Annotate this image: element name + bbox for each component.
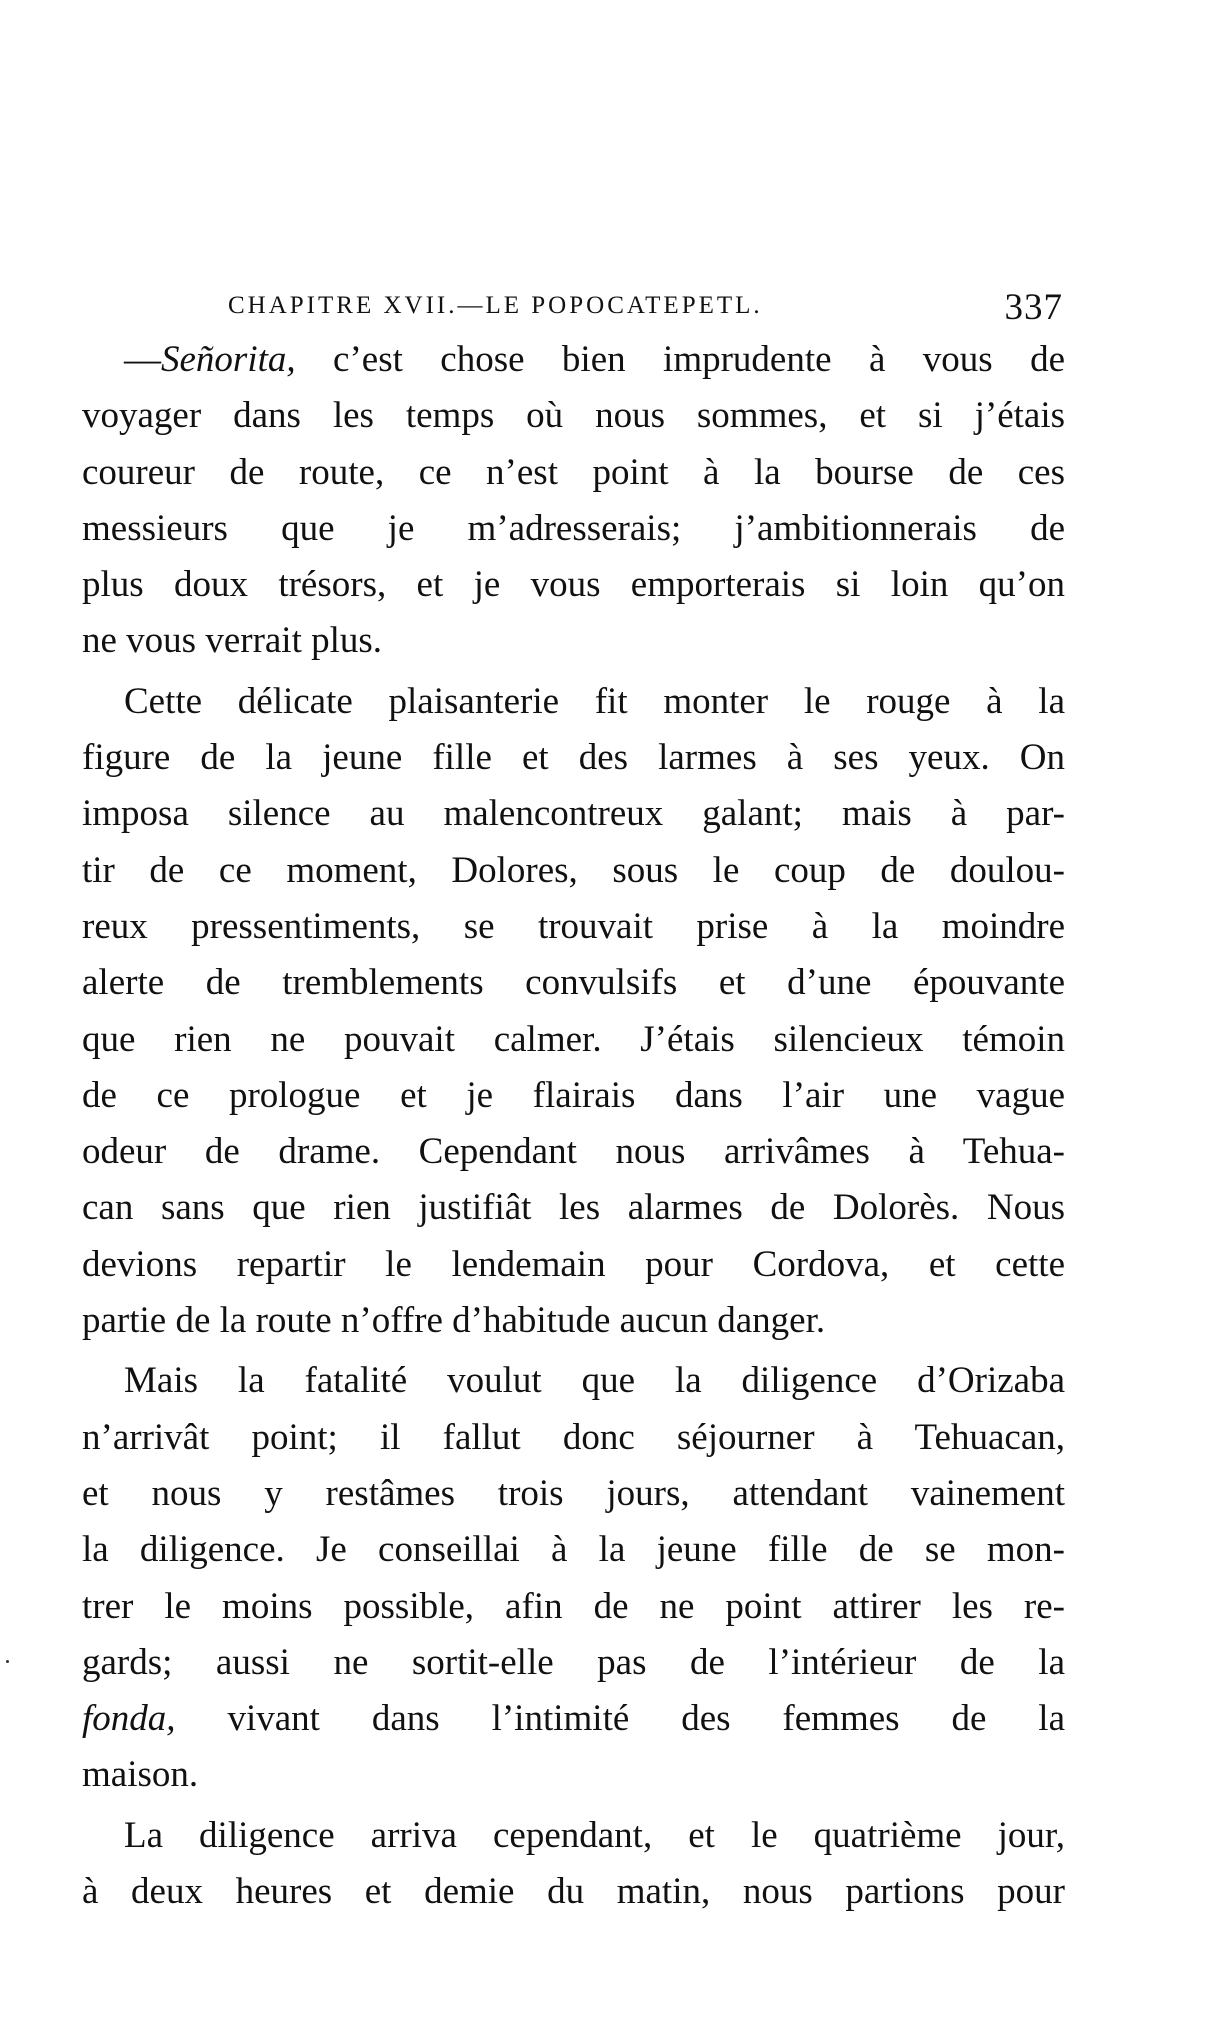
text-line — [82, 1012, 1065, 1068]
text-segment: figure de la jeune fille et des larmes à ses yeux. On — [82, 737, 1065, 779]
text-line — [82, 1808, 1065, 1864]
text-segment: tir de ce moment, Dolores, sous le coup de doulou- — [82, 849, 1065, 891]
text-line — [82, 1522, 1065, 1578]
text-line — [82, 332, 1065, 388]
text-segment: devions repartir le lendemain pour Cordova, et cette — [82, 1243, 1065, 1285]
text-line — [82, 1410, 1065, 1466]
text-line — [82, 1124, 1065, 1180]
text-line — [82, 1466, 1065, 1522]
text-line — [82, 955, 1065, 1011]
stray-ink-dot — [6, 1660, 9, 1663]
text-line — [82, 843, 1065, 899]
text-line — [82, 730, 1065, 786]
text-line — [82, 674, 1065, 730]
text-segment: messieurs que je m’adresserais; j’ambitionnerais de — [82, 507, 1065, 549]
text-segment: odeur de drame. Cependant nous arrivâmes à Tehua- — [82, 1131, 1065, 1173]
text-line — [82, 899, 1065, 955]
page-header — [228, 286, 1063, 336]
text-line — [82, 786, 1065, 842]
text-line — [82, 501, 1065, 557]
body-text — [82, 332, 1065, 1920]
text-segment: que rien ne pouvait calmer. J’étais silencieux témoin — [82, 1018, 1065, 1060]
text-line — [82, 445, 1065, 501]
text-segment: la diligence. Je conseillai à la jeune fille de se mon- — [82, 1529, 1065, 1571]
text-line — [82, 613, 1065, 669]
text-segment: ne vous verrait plus. — [82, 620, 383, 662]
text-line — [82, 557, 1065, 613]
text-segment: de ce prologue et je flairais dans l’air une vague — [82, 1074, 1065, 1116]
italic-phrase: Señorita, — [161, 339, 296, 380]
text-segment: vivant dans l’intimité des femmes de la — [175, 1698, 1065, 1740]
page-number: 337 — [1004, 287, 1063, 328]
paragraph — [82, 332, 1065, 670]
text-segment: n’arrivât point; il fallut donc séjourner à Tehuacan, — [82, 1416, 1065, 1458]
text-segment: La diligence arriva cependant, et le quatrième jour, — [124, 1814, 1065, 1856]
text-segment: Cette délicate plaisanterie fit monter le rouge à la — [124, 680, 1065, 722]
text-segment: plus doux trésors, et je vous emporterais si loin qu’on — [82, 564, 1065, 606]
text-line — [82, 1691, 1065, 1747]
text-segment: alerte de tremblements convulsifs et d’une épouvante — [82, 962, 1065, 1004]
text-segment: à deux heures et demie du matin, nous partions pour — [82, 1871, 1065, 1913]
text-segment: Mais la fatalité voulut que la diligence d’Orizaba — [124, 1360, 1065, 1402]
text-segment: trer le moins possible, afin de ne point attirer les re- — [82, 1585, 1065, 1627]
text-line — [82, 1237, 1065, 1293]
text-segment: gards; aussi ne sortit-elle pas de l’intérieur de la — [82, 1641, 1065, 1683]
running-head: CHAPITRE XVII.—LE POPOCATEPETL. — [228, 292, 763, 319]
text-segment: partie de la route n’offre d’habitude aucun danger. — [82, 1300, 826, 1342]
text-segment: — — [124, 339, 161, 380]
text-line — [82, 1068, 1065, 1124]
text-segment: c’est chose bien imprudente à vous de — [295, 339, 1065, 380]
paragraph — [82, 674, 1065, 1350]
text-line — [82, 1747, 1065, 1803]
text-line — [82, 1353, 1065, 1409]
text-segment: et nous y restâmes trois jours, attendant vainement — [82, 1472, 1065, 1514]
text-segment: reux pressentiments, se trouvait prise à la moindre — [82, 905, 1065, 947]
text-segment: voyager dans les temps où nous sommes, et si j’étais — [82, 395, 1065, 437]
text-line — [82, 1864, 1065, 1920]
text-segment: can sans que rien justifiât les alarmes de Dolorès. Nous — [82, 1187, 1065, 1229]
paragraph — [82, 1808, 1065, 1921]
text-line — [82, 1635, 1065, 1691]
text-line — [82, 1579, 1065, 1635]
text-line — [82, 1293, 1065, 1349]
italic-phrase: fonda, — [82, 1698, 176, 1740]
text-segment: imposa silence au malencontreux galant; mais à par- — [82, 793, 1065, 835]
text-line — [82, 1180, 1065, 1236]
text-line — [82, 388, 1065, 444]
text-segment: coureur de route, ce n’est point à la bourse de ces — [82, 451, 1065, 493]
text-segment: maison. — [82, 1754, 199, 1796]
paragraph — [82, 1353, 1065, 1803]
